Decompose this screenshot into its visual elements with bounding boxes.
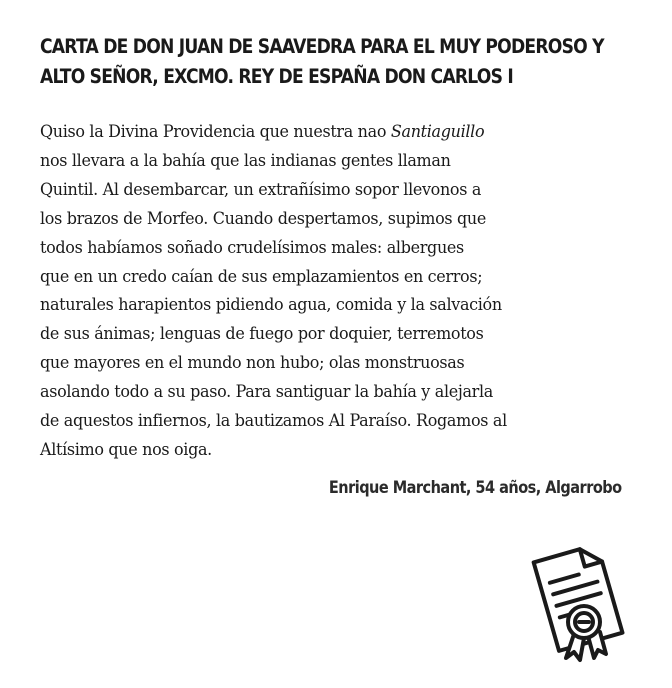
certificate-icon [522,532,630,664]
body-line: que mayores en el mundo non hubo; olas monstruosas [40,353,465,374]
author-signature: Enrique Marchant, 54 años, Algarrobo [329,478,622,497]
body-line: de aquestos infiernos, la bautizamos Al Paraíso. Rogamos al [40,411,507,432]
body-line: naturales harapientos pidiendo agua, comida y la salvación [40,295,502,316]
body-line: asolando todo a su paso. Para santiguar la bahía y alejarla [40,382,493,403]
body-line: todos habíamos soñado crudelísimos males: albergues [40,237,464,258]
body-line: nos llevara a la bahía que las indianas gentes llaman [40,150,451,171]
body-line: los brazos de Morfeo. Cuando despertamos, supimos que [40,208,486,229]
letter-body [40,118,604,465]
title-line: CARTA DE DON JUAN DE SAAVEDRA PARA EL MUY PODEROSO Y [40,35,604,58]
body-line: que en un credo caían de sus emplazamientos en cerros; [40,266,483,287]
letter-title [40,32,604,92]
body-line-text: Quiso la Divina Providencia que nuestra nao [40,122,391,142]
body-line: de sus ánimas; lenguas de fuego por doquier, terremotos [40,324,484,345]
body-line: Quintil. Al desembarcar, un extrañísimo sopor llevonos a [40,179,482,200]
ship-name: Santiaguillo [390,122,485,142]
title-line: ALTO SEÑOR, EXCMO. REY DE ESPAÑA DON CARLOS I [40,65,513,88]
body-line [40,118,604,147]
body-line: Altísimo que nos oiga. [40,439,212,460]
